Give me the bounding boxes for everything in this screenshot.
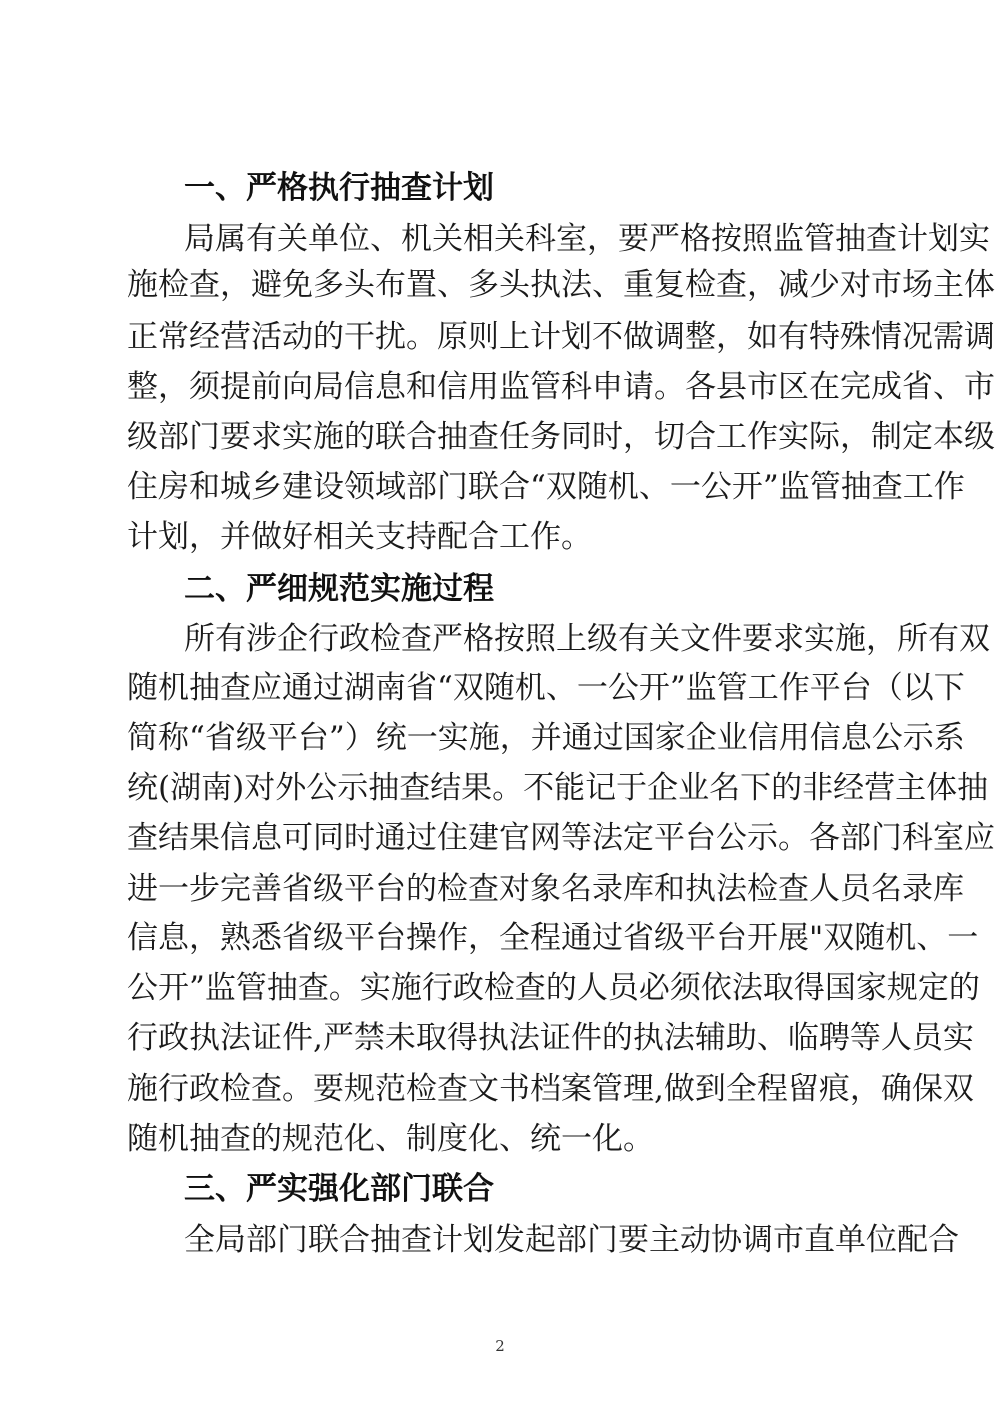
paragraph-line: 施行政检查。要规范检查文书档案管理,做到全程留痕，确保双 [127, 1071, 974, 1107]
paragraph-line: 计划，并做好相关支持配合工作。 [127, 519, 592, 555]
paragraph-line: 随机抽查应通过湖南省“双随机、一公开”监管工作平台（以下 [127, 670, 965, 706]
paragraph-line: 查结果信息可同时通过住建官网等法定平台公示。各部门科室应 [127, 820, 995, 856]
paragraph-line: 随机抽查的规范化、制度化、统一化。 [127, 1121, 654, 1157]
section-heading-3: 三、严实强化部门联合 [184, 1171, 494, 1207]
paragraph-line: 信息，熟悉省级平台操作，全程通过省级平台开展"双随机、一 [127, 920, 979, 956]
paragraph-line: 简称“省级平台”）统一实施，并通过国家企业信用信息公示系 [127, 720, 965, 756]
paragraph-line: 级部门要求实施的联合抽查任务同时，切合工作实际，制定本级 [127, 419, 995, 455]
paragraph-line: 整，须提前向局信息和信用监管科申请。各县市区在完成省、市 [127, 369, 995, 405]
paragraph-line: 正常经营活动的干扰。原则上计划不做调整，如有特殊情况需调 [127, 319, 995, 355]
paragraph-line: 所有涉企行政检查严格按照上级有关文件要求实施，所有双 [184, 621, 990, 657]
paragraph-line: 进一步完善省级平台的检查对象名录库和执法检查人员名录库 [127, 871, 964, 907]
page-number: 2 [495, 1337, 505, 1355]
paragraph-line: 全局部门联合抽查计划发起部门要主动协调市直单位配合 [184, 1222, 959, 1258]
section-heading-2: 二、严细规范实施过程 [184, 571, 494, 607]
paragraph-line: 局属有关单位、机关相关科室，要严格按照监管抽查计划实 [184, 221, 990, 257]
paragraph-line: 统(湖南)对外公示抽查结果。不能记于企业名下的非经营主体抽 [127, 770, 989, 806]
paragraph-line: 公开”监管抽查。实施行政检查的人员必须依法取得国家规定的 [127, 970, 980, 1006]
paragraph-line: 施检查，避免多头布置、多头执法、重复检查，减少对市场主体 [127, 267, 995, 303]
section-heading-1: 一、严格执行抽查计划 [184, 170, 494, 206]
paragraph-line: 住房和城乡建设领域部门联合“双随机、一公开”监管抽查工作 [127, 469, 965, 505]
paragraph-line: 行政执法证件,严禁未取得执法证件的执法辅助、临聘等人员实 [127, 1020, 974, 1056]
